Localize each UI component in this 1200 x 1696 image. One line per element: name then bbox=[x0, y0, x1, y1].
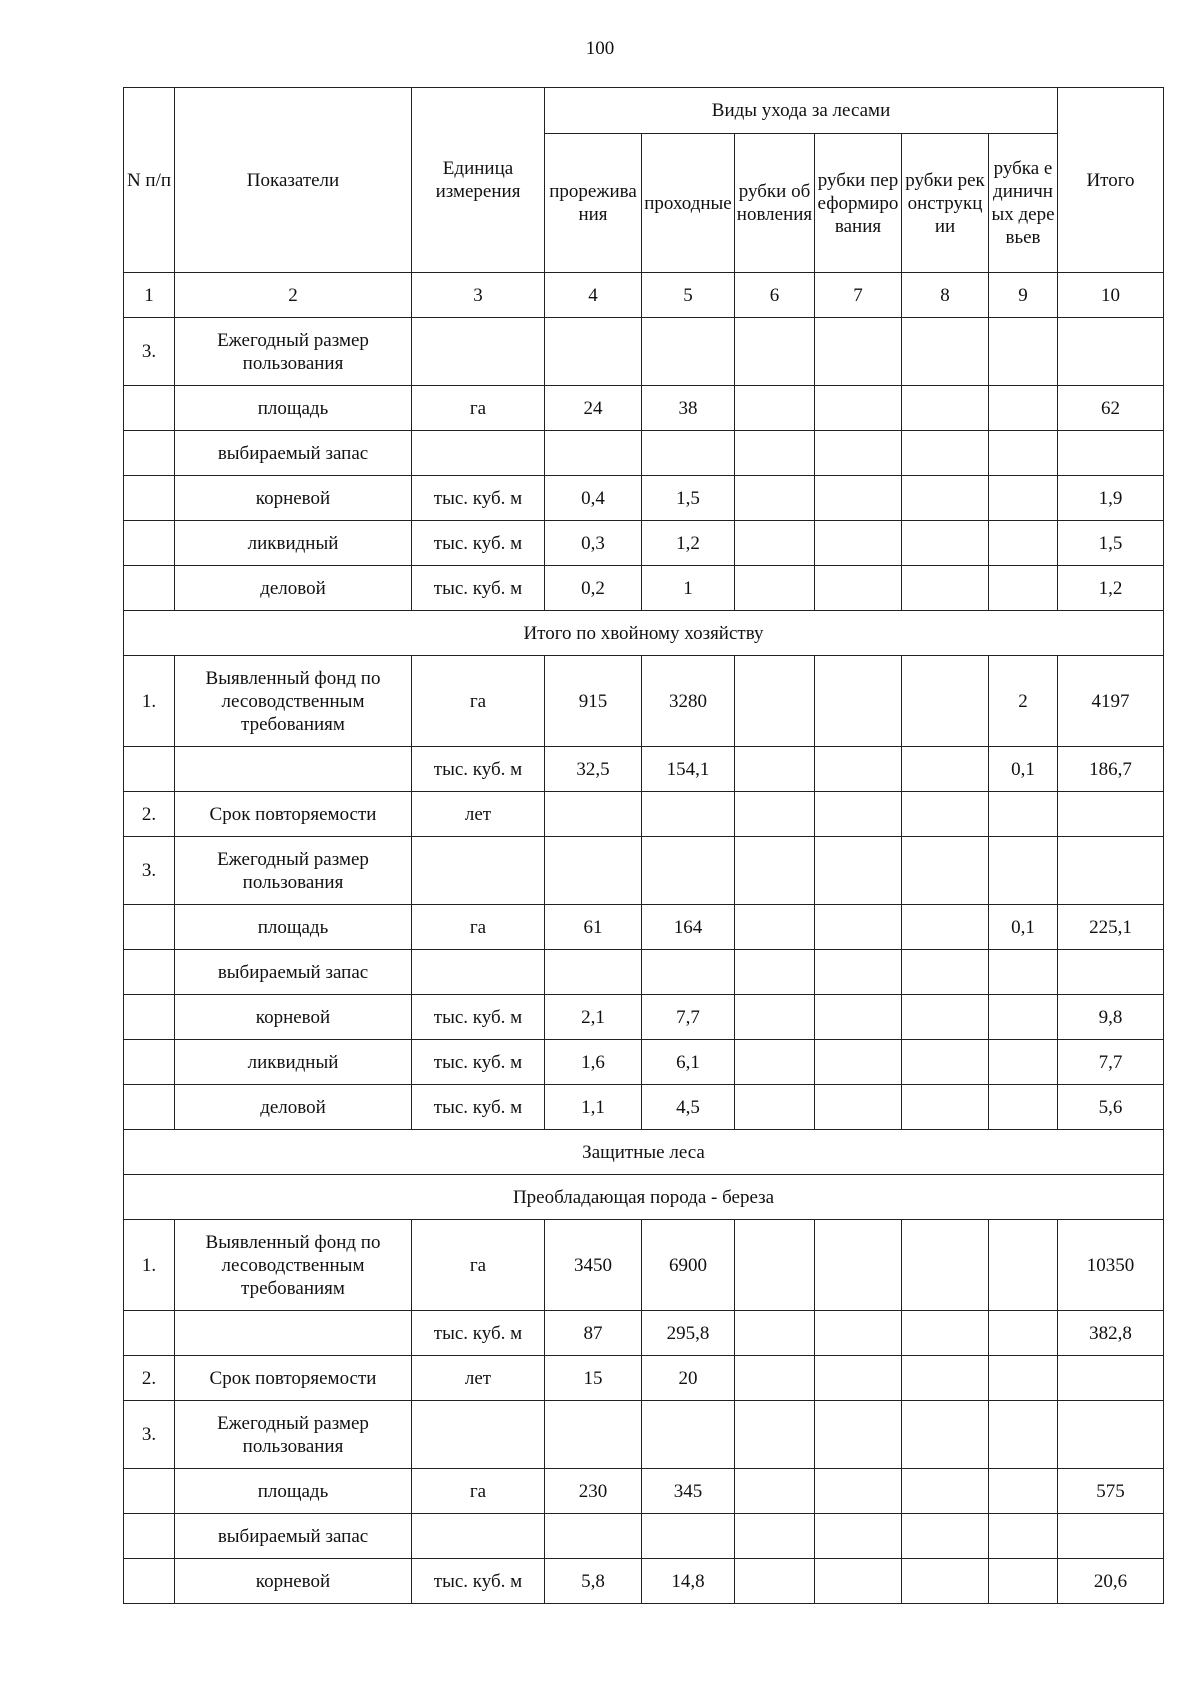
value-thinning bbox=[545, 431, 642, 476]
value-intermediate: 3280 bbox=[642, 656, 735, 747]
value-reformation bbox=[815, 318, 902, 386]
value-single-trees bbox=[989, 1514, 1058, 1559]
value-thinning bbox=[545, 837, 642, 905]
value-thinning bbox=[545, 1401, 642, 1469]
value-thinning bbox=[545, 950, 642, 995]
row-label: Выявленный фонд по лесоводственным требованиям bbox=[175, 656, 412, 747]
value-thinning: 24 bbox=[545, 386, 642, 431]
value-single-trees bbox=[989, 318, 1058, 386]
column-number: 2 bbox=[175, 273, 412, 318]
value-single-trees bbox=[989, 950, 1058, 995]
value-reconstruction bbox=[902, 995, 989, 1040]
value-renewal bbox=[735, 1220, 815, 1311]
row-unit bbox=[412, 950, 545, 995]
value-intermediate bbox=[642, 792, 735, 837]
row-total bbox=[1058, 792, 1164, 837]
table-row bbox=[124, 1559, 1164, 1604]
row-unit bbox=[412, 1401, 545, 1469]
row-total: 62 bbox=[1058, 386, 1164, 431]
value-single-trees bbox=[989, 1469, 1058, 1514]
column-number: 4 bbox=[545, 273, 642, 318]
column-number: 10 bbox=[1058, 273, 1164, 318]
column-number: 3 bbox=[412, 273, 545, 318]
row-number: 1. bbox=[124, 656, 175, 747]
value-single-trees bbox=[989, 476, 1058, 521]
value-reformation bbox=[815, 950, 902, 995]
table-row bbox=[124, 950, 1164, 995]
row-unit: тыс. куб. м bbox=[412, 1085, 545, 1130]
row-label: ликвидный bbox=[175, 521, 412, 566]
value-reconstruction bbox=[902, 566, 989, 611]
value-renewal bbox=[735, 837, 815, 905]
row-unit: тыс. куб. м bbox=[412, 1559, 545, 1604]
row-label: корневой bbox=[175, 1559, 412, 1604]
section-title: Защитные леса bbox=[124, 1130, 1164, 1175]
value-reformation bbox=[815, 1220, 902, 1311]
table-row bbox=[124, 905, 1164, 950]
table-row bbox=[124, 1085, 1164, 1130]
value-renewal bbox=[735, 1514, 815, 1559]
row-number bbox=[124, 431, 175, 476]
value-renewal bbox=[735, 656, 815, 747]
row-unit bbox=[412, 837, 545, 905]
table-body bbox=[124, 318, 1164, 1604]
value-single-trees bbox=[989, 566, 1058, 611]
header-unit: Единица измерения bbox=[412, 88, 545, 273]
value-reconstruction bbox=[902, 431, 989, 476]
value-reformation bbox=[815, 1559, 902, 1604]
value-intermediate: 6,1 bbox=[642, 1040, 735, 1085]
row-unit: лет bbox=[412, 792, 545, 837]
column-number: 6 bbox=[735, 273, 815, 318]
value-intermediate: 7,7 bbox=[642, 995, 735, 1040]
value-renewal bbox=[735, 1401, 815, 1469]
value-reformation bbox=[815, 1356, 902, 1401]
row-total: 575 bbox=[1058, 1469, 1164, 1514]
table-row bbox=[124, 1469, 1164, 1514]
row-total: 10350 bbox=[1058, 1220, 1164, 1311]
row-unit: тыс. куб. м bbox=[412, 995, 545, 1040]
value-thinning: 0,3 bbox=[545, 521, 642, 566]
row-total bbox=[1058, 318, 1164, 386]
row-unit: га bbox=[412, 1469, 545, 1514]
value-reconstruction bbox=[902, 1469, 989, 1514]
value-reformation bbox=[815, 1469, 902, 1514]
table-row bbox=[124, 1356, 1164, 1401]
row-total bbox=[1058, 837, 1164, 905]
table-row bbox=[124, 476, 1164, 521]
column-number: 5 bbox=[642, 273, 735, 318]
header-number: N п/п bbox=[124, 88, 175, 273]
value-single-trees bbox=[989, 431, 1058, 476]
table-row bbox=[124, 318, 1164, 386]
value-thinning: 5,8 bbox=[545, 1559, 642, 1604]
table-row bbox=[124, 792, 1164, 837]
row-unit: га bbox=[412, 1220, 545, 1311]
value-thinning: 0,4 bbox=[545, 476, 642, 521]
value-single-trees bbox=[989, 792, 1058, 837]
row-total: 186,7 bbox=[1058, 747, 1164, 792]
value-reconstruction bbox=[902, 318, 989, 386]
value-reconstruction bbox=[902, 1220, 989, 1311]
value-renewal bbox=[735, 1559, 815, 1604]
table-row bbox=[124, 566, 1164, 611]
value-reconstruction bbox=[902, 792, 989, 837]
row-number bbox=[124, 1514, 175, 1559]
row-number: 2. bbox=[124, 792, 175, 837]
row-label bbox=[175, 747, 412, 792]
table-row bbox=[124, 431, 1164, 476]
value-single-trees bbox=[989, 1401, 1058, 1469]
value-reformation bbox=[815, 431, 902, 476]
value-intermediate bbox=[642, 318, 735, 386]
value-intermediate: 345 bbox=[642, 1469, 735, 1514]
value-single-trees bbox=[989, 1356, 1058, 1401]
value-reconstruction bbox=[902, 656, 989, 747]
value-intermediate: 164 bbox=[642, 905, 735, 950]
value-renewal bbox=[735, 386, 815, 431]
row-total bbox=[1058, 1514, 1164, 1559]
row-number bbox=[124, 566, 175, 611]
value-reconstruction bbox=[902, 1040, 989, 1085]
value-reformation bbox=[815, 1514, 902, 1559]
row-label: Срок повторяемости bbox=[175, 792, 412, 837]
row-label bbox=[175, 1311, 412, 1356]
value-thinning: 15 bbox=[545, 1356, 642, 1401]
row-unit: тыс. куб. м bbox=[412, 476, 545, 521]
value-thinning: 0,2 bbox=[545, 566, 642, 611]
value-reconstruction bbox=[902, 1514, 989, 1559]
header-type-intermediate: проходные bbox=[642, 134, 735, 273]
value-reformation bbox=[815, 476, 902, 521]
row-total: 225,1 bbox=[1058, 905, 1164, 950]
value-reconstruction bbox=[902, 1311, 989, 1356]
row-unit bbox=[412, 318, 545, 386]
row-number bbox=[124, 995, 175, 1040]
row-unit: тыс. куб. м bbox=[412, 1311, 545, 1356]
value-renewal bbox=[735, 747, 815, 792]
forest-care-table bbox=[123, 87, 1164, 1604]
row-unit: тыс. куб. м bbox=[412, 747, 545, 792]
row-unit: тыс. куб. м bbox=[412, 566, 545, 611]
row-total: 1,9 bbox=[1058, 476, 1164, 521]
row-label: площадь bbox=[175, 386, 412, 431]
value-single-trees bbox=[989, 995, 1058, 1040]
table-row bbox=[124, 1220, 1164, 1311]
header-type-reformation: рубки переформирования bbox=[815, 134, 902, 273]
row-number bbox=[124, 1085, 175, 1130]
value-single-trees bbox=[989, 1220, 1058, 1311]
value-renewal bbox=[735, 792, 815, 837]
value-reconstruction bbox=[902, 521, 989, 566]
value-single-trees bbox=[989, 1040, 1058, 1085]
row-label: корневой bbox=[175, 476, 412, 521]
section-row bbox=[124, 611, 1164, 656]
row-total: 7,7 bbox=[1058, 1040, 1164, 1085]
row-total bbox=[1058, 1356, 1164, 1401]
row-unit: га bbox=[412, 656, 545, 747]
value-intermediate: 4,5 bbox=[642, 1085, 735, 1130]
table-row bbox=[124, 656, 1164, 747]
value-thinning bbox=[545, 792, 642, 837]
column-number: 8 bbox=[902, 273, 989, 318]
header-total: Итого bbox=[1058, 88, 1164, 273]
table-row bbox=[124, 1401, 1164, 1469]
value-thinning: 1,6 bbox=[545, 1040, 642, 1085]
value-intermediate: 1 bbox=[642, 566, 735, 611]
value-thinning bbox=[545, 1514, 642, 1559]
value-renewal bbox=[735, 476, 815, 521]
value-reformation bbox=[815, 747, 902, 792]
value-renewal bbox=[735, 1040, 815, 1085]
value-renewal bbox=[735, 566, 815, 611]
value-single-trees: 0,1 bbox=[989, 747, 1058, 792]
row-number bbox=[124, 747, 175, 792]
table-row bbox=[124, 1040, 1164, 1085]
value-thinning: 230 bbox=[545, 1469, 642, 1514]
value-intermediate: 295,8 bbox=[642, 1311, 735, 1356]
row-label: выбираемый запас bbox=[175, 431, 412, 476]
row-label: выбираемый запас bbox=[175, 1514, 412, 1559]
value-single-trees bbox=[989, 1085, 1058, 1130]
row-number: 3. bbox=[124, 1401, 175, 1469]
row-label: выбираемый запас bbox=[175, 950, 412, 995]
value-single-trees bbox=[989, 1311, 1058, 1356]
row-label: деловой bbox=[175, 566, 412, 611]
value-renewal bbox=[735, 1469, 815, 1514]
value-intermediate bbox=[642, 1514, 735, 1559]
value-renewal bbox=[735, 431, 815, 476]
table-row bbox=[124, 837, 1164, 905]
row-unit: тыс. куб. м bbox=[412, 521, 545, 566]
value-reformation bbox=[815, 995, 902, 1040]
section-title: Итого по хвойному хозяйству bbox=[124, 611, 1164, 656]
value-reconstruction bbox=[902, 1559, 989, 1604]
value-reformation bbox=[815, 1085, 902, 1130]
row-number bbox=[124, 476, 175, 521]
row-label: ликвидный bbox=[175, 1040, 412, 1085]
value-reformation bbox=[815, 386, 902, 431]
row-total: 4197 bbox=[1058, 656, 1164, 747]
table-row bbox=[124, 747, 1164, 792]
value-intermediate bbox=[642, 837, 735, 905]
header-indicators: Показатели bbox=[175, 88, 412, 273]
value-thinning: 3450 bbox=[545, 1220, 642, 1311]
column-number: 9 bbox=[989, 273, 1058, 318]
row-total bbox=[1058, 1401, 1164, 1469]
value-reformation bbox=[815, 1040, 902, 1085]
row-number bbox=[124, 950, 175, 995]
value-reconstruction bbox=[902, 747, 989, 792]
section-row bbox=[124, 1130, 1164, 1175]
row-unit bbox=[412, 431, 545, 476]
value-intermediate: 154,1 bbox=[642, 747, 735, 792]
value-thinning bbox=[545, 318, 642, 386]
row-total: 382,8 bbox=[1058, 1311, 1164, 1356]
row-number bbox=[124, 1311, 175, 1356]
value-renewal bbox=[735, 950, 815, 995]
value-intermediate: 1,5 bbox=[642, 476, 735, 521]
row-label: Срок повторяемости bbox=[175, 1356, 412, 1401]
value-reconstruction bbox=[902, 386, 989, 431]
row-number bbox=[124, 1559, 175, 1604]
value-reformation bbox=[815, 905, 902, 950]
value-thinning: 915 bbox=[545, 656, 642, 747]
value-renewal bbox=[735, 1356, 815, 1401]
row-unit: га bbox=[412, 905, 545, 950]
table-row bbox=[124, 1514, 1164, 1559]
value-reformation bbox=[815, 521, 902, 566]
value-reconstruction bbox=[902, 837, 989, 905]
value-thinning: 61 bbox=[545, 905, 642, 950]
table-row bbox=[124, 995, 1164, 1040]
value-single-trees: 2 bbox=[989, 656, 1058, 747]
row-number: 3. bbox=[124, 837, 175, 905]
header-type-reconstruction: рубки реконструкции bbox=[902, 134, 989, 273]
value-reformation bbox=[815, 1311, 902, 1356]
value-single-trees bbox=[989, 521, 1058, 566]
value-intermediate bbox=[642, 1401, 735, 1469]
row-unit bbox=[412, 1514, 545, 1559]
value-renewal bbox=[735, 905, 815, 950]
row-number bbox=[124, 521, 175, 566]
value-thinning: 1,1 bbox=[545, 1085, 642, 1130]
value-intermediate bbox=[642, 950, 735, 995]
value-reconstruction bbox=[902, 1401, 989, 1469]
value-intermediate: 6900 bbox=[642, 1220, 735, 1311]
row-unit: тыс. куб. м bbox=[412, 1040, 545, 1085]
value-reformation bbox=[815, 656, 902, 747]
value-intermediate: 14,8 bbox=[642, 1559, 735, 1604]
value-intermediate: 38 bbox=[642, 386, 735, 431]
value-single-trees: 0,1 bbox=[989, 905, 1058, 950]
row-label: Ежегодный размер пользования bbox=[175, 1401, 412, 1469]
value-thinning: 32,5 bbox=[545, 747, 642, 792]
value-reconstruction bbox=[902, 950, 989, 995]
table-row bbox=[124, 1311, 1164, 1356]
row-unit: лет bbox=[412, 1356, 545, 1401]
value-reformation bbox=[815, 1401, 902, 1469]
row-label: площадь bbox=[175, 905, 412, 950]
row-number: 1. bbox=[124, 1220, 175, 1311]
row-total: 9,8 bbox=[1058, 995, 1164, 1040]
page-number: 100 bbox=[585, 38, 615, 59]
value-intermediate bbox=[642, 431, 735, 476]
value-reformation bbox=[815, 837, 902, 905]
row-label: Выявленный фонд по лесоводственным требованиям bbox=[175, 1220, 412, 1311]
row-label: Ежегодный размер пользования bbox=[175, 318, 412, 386]
value-reformation bbox=[815, 566, 902, 611]
value-single-trees bbox=[989, 386, 1058, 431]
row-total: 1,2 bbox=[1058, 566, 1164, 611]
value-renewal bbox=[735, 995, 815, 1040]
row-label: корневой bbox=[175, 995, 412, 1040]
value-intermediate: 20 bbox=[642, 1356, 735, 1401]
value-renewal bbox=[735, 1085, 815, 1130]
row-total bbox=[1058, 950, 1164, 995]
row-label: деловой bbox=[175, 1085, 412, 1130]
value-reconstruction bbox=[902, 1085, 989, 1130]
header-type-thinning: прореживания bbox=[545, 134, 642, 273]
value-renewal bbox=[735, 318, 815, 386]
table-row bbox=[124, 386, 1164, 431]
value-renewal bbox=[735, 521, 815, 566]
header-care-types: Виды ухода за лесами bbox=[545, 88, 1058, 134]
row-number bbox=[124, 386, 175, 431]
row-number bbox=[124, 1040, 175, 1085]
value-intermediate: 1,2 bbox=[642, 521, 735, 566]
row-total: 5,6 bbox=[1058, 1085, 1164, 1130]
value-single-trees bbox=[989, 1559, 1058, 1604]
row-label: Ежегодный размер пользования bbox=[175, 837, 412, 905]
value-thinning: 2,1 bbox=[545, 995, 642, 1040]
row-total: 1,5 bbox=[1058, 521, 1164, 566]
value-reconstruction bbox=[902, 905, 989, 950]
value-thinning: 87 bbox=[545, 1311, 642, 1356]
column-number: 7 bbox=[815, 273, 902, 318]
section-row bbox=[124, 1175, 1164, 1220]
value-single-trees bbox=[989, 837, 1058, 905]
column-number: 1 bbox=[124, 273, 175, 318]
column-numbers-row bbox=[124, 273, 1164, 318]
row-total bbox=[1058, 431, 1164, 476]
value-reconstruction bbox=[902, 476, 989, 521]
row-number: 2. bbox=[124, 1356, 175, 1401]
table-row bbox=[124, 521, 1164, 566]
row-number: 3. bbox=[124, 318, 175, 386]
row-unit: га bbox=[412, 386, 545, 431]
row-label: площадь bbox=[175, 1469, 412, 1514]
value-reformation bbox=[815, 792, 902, 837]
row-number bbox=[124, 1469, 175, 1514]
section-title: Преобладающая порода - береза bbox=[124, 1175, 1164, 1220]
row-total: 20,6 bbox=[1058, 1559, 1164, 1604]
value-reconstruction bbox=[902, 1356, 989, 1401]
row-number bbox=[124, 905, 175, 950]
header-type-single-trees: рубка единичных деревьев bbox=[989, 134, 1058, 273]
value-renewal bbox=[735, 1311, 815, 1356]
header-type-renewal: рубки обновления bbox=[735, 134, 815, 273]
